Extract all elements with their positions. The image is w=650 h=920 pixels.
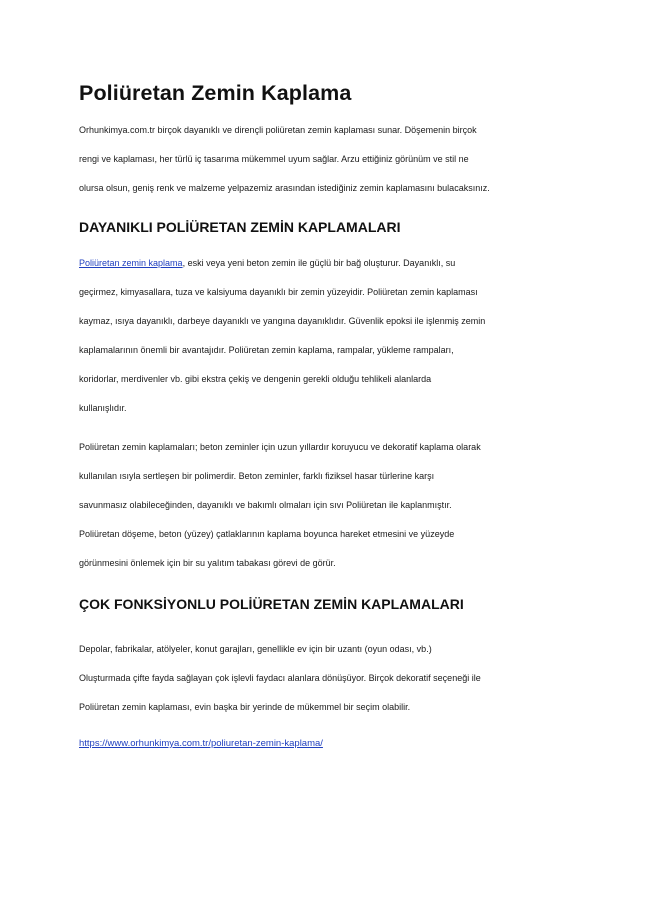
paragraph-line: Poliüretan döşeme, beton (yüzey) çatlaklarının kaplama boyunca hareket etmesini ve yüzeyde (79, 529, 455, 539)
paragraph-line: kaplamalarının önemli bir avantajıdır. Poliüretan zemin kaplama, rampalar, yükleme rampaları, (79, 345, 454, 355)
paragraph-text: , eski veya yeni beton zemin ile güçlü bir bağ oluşturur. Dayanıklı, su (182, 258, 456, 268)
paragraph-line: koridorlar, merdivenler vb. gibi ekstra çekiş ve dengenin gerekli olduğu tehlikeli alanlarda (79, 374, 432, 384)
section-heading-durable: DAYANIKLI POLİÜRETAN ZEMİN KAPLAMALARI (79, 219, 401, 235)
polymer-paragraph (79, 433, 579, 578)
durable-paragraph (79, 249, 579, 423)
source-link-paragraph (79, 729, 579, 758)
document-content (79, 78, 579, 758)
paragraph-line: savunmasız olabileceğinden, dayanıklı ve bakımlı olmaları için sıvı Poliüretan ile kaplanmıştır. (79, 500, 452, 510)
paragraph-line: Poliüretan zemin kaplamaları; beton zeminler için uzun yıllardır koruyucu ve dekoratif kaplama olarak (79, 442, 481, 452)
intro-line: olursa olsun, geniş renk ve malzeme yelpazemiz arasından istediğiniz zemin kaplamasını bulacaksınız. (79, 183, 490, 193)
paragraph-line: Oluşturmada çifte fayda sağlayan çok işlevli faydacı alanlara dönüşüyor. Birçok dekoratif seçeneği ile (79, 673, 481, 683)
paragraph-line: görünmesini önlemek için bir su yalıtım tabakası görevi de görür. (79, 558, 336, 568)
paragraph-line: geçirmez, kimyasallara, tuza ve kalsiyuma dayanıklı bir zemin yüzeyidir. Poliüretan zemin kaplaması (79, 287, 478, 297)
section-heading-multifunctional: ÇOK FONKSİYONLU POLİÜRETAN ZEMİN KAPLAMALARI (79, 596, 464, 612)
paragraph-line (79, 249, 579, 278)
multifunctional-paragraph (79, 635, 579, 722)
page-title: Poliüretan Zemin Kaplama (79, 81, 352, 105)
intro-line: Orhunkimya.com.tr birçok dayanıklı ve dirençli poliüretan zemin kaplaması sunar. Döşemenin birçok (79, 125, 477, 135)
source-url-link[interactable]: https://www.orhunkimya.com.tr/poliuretan-zemin-kaplama/ (79, 738, 323, 749)
paragraph-line: kaymaz, ısıya dayanıklı, darbeye dayanıklı ve yangına dayanıklıdır. Güvenlik epoksi ile işlenmiş zemin (79, 316, 486, 326)
poliuretan-zemin-kaplama-link[interactable]: Poliüretan zemin kaplama (79, 258, 183, 268)
paragraph-line: Poliüretan zemin kaplaması, evin başka bir yerinde de mükemmel bir seçim olabilir. (79, 702, 411, 712)
paragraph-line: kullanışlıdır. (79, 403, 127, 413)
intro-paragraph (79, 116, 579, 203)
paragraph-line: kullanılan ısıyla sertleşen bir polimerdir. Beton zeminler, farklı fiziksel hasar türlerine karşı (79, 471, 435, 481)
intro-line: rengi ve kaplaması, her türlü iç tasarıma mükemmel uyum sağlar. Arzu ettiğiniz görünüm ve stil ne (79, 154, 469, 164)
paragraph-line: Depolar, fabrikalar, atölyeler, konut garajları, genellikle ev için bir uzantı (oyun odası, vb.) (79, 644, 432, 654)
